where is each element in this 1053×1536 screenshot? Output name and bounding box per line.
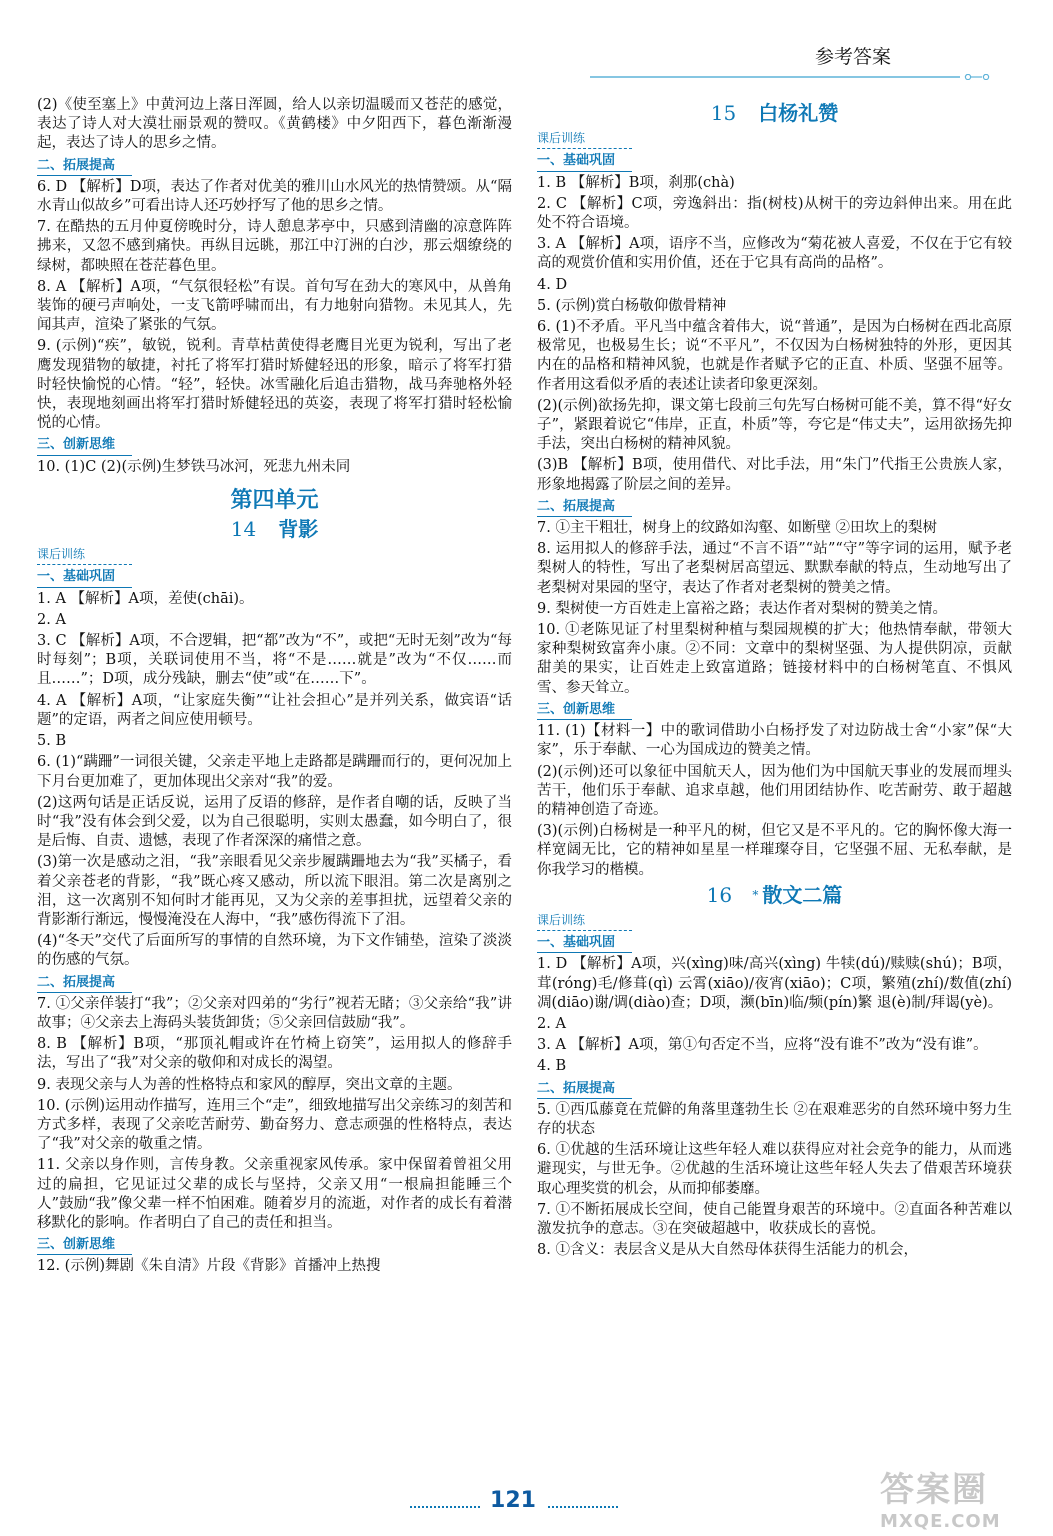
watermark-logo bbox=[880, 1462, 1040, 1532]
lesson-name: 白杨礼赞 bbox=[758, 101, 839, 125]
section-label: 一、基础巩固 bbox=[37, 567, 132, 587]
section-label: 一、基础巩固 bbox=[537, 933, 632, 953]
answer-item: 2. A bbox=[537, 1015, 566, 1032]
training-label: 课后训练 bbox=[37, 545, 132, 565]
lesson-number: 16 bbox=[706, 882, 733, 907]
answer-item: (2)(示例)欲扬先抑，课文第七段前三句先写白杨树可能不美，算不得“好女子”，紧跟着说它“伟岸，正直，朴质”等，夸它是“伟丈夫”，运用欲扬先抑手法，突出白杨树的精神风貌。 bbox=[537, 397, 1012, 453]
answer-item: 9. 表现父亲与人为善的性格特点和家风的醇厚，突出文章的主题。 bbox=[37, 1076, 462, 1093]
watermark-title: 答案圈 bbox=[880, 1470, 988, 1510]
answer-item: 4. D bbox=[537, 276, 568, 293]
lesson-number: 14 bbox=[230, 517, 257, 542]
answer-item: (3)B 【解析】B项，使用借代、对比手法，用“朱门”代指王公贵族人家，形象地揭露了阶层之间的差异。 bbox=[537, 457, 1012, 493]
unit-title: 第四单元 bbox=[230, 487, 319, 513]
answer-item: 7. 在酷热的五月仲夏傍晚时分，诗人憩息茅亭中，只感到清幽的凉意阵阵拂来，又忽不感到痛快。再纵目远眺，那江中汀洲的白沙，那云烟缭绕的绿树，都映照在苍茫暮色里。 bbox=[37, 219, 512, 274]
footer-dots-left bbox=[410, 1506, 480, 1510]
answer-item: 9. 梨树使一方百姓走上富裕之路；表达作者对梨树的赞美之情。 bbox=[537, 600, 947, 617]
answer-item: (2)(示例)还可以象征中国航天人，因为他们为中国航天事业的发展而埋头苦干，他们乐于奉献、追求卓越，他们用团结协作、吃苦耐劳、敢于超越的精神创造了奇迹。 bbox=[537, 763, 1012, 818]
lesson-star: * bbox=[752, 887, 759, 902]
answer-item: 8. 运用拟人的修辞手法，通过“不言不语”“站”“守”等字词的运用，赋予老梨树人的特性，写出了老梨树居高望远、默默奉献的特点，生动地写出了老梨树对果园的坚守，表达了作者对老梨树的赞美之情。 bbox=[537, 541, 1012, 596]
answer-item: 7. ①不断拓展成长空间，使自己能置身艰苦的环境中。②直面各种苦难以激发抗争的意志。③在突破超越中，收获成长的喜悦。 bbox=[537, 1201, 1012, 1237]
section-label: 三、创新思维 bbox=[37, 435, 132, 455]
answer-item: 3. A 【解析】A项，第①句否定不当，应将“没有谁不”改为“没有谁”。 bbox=[537, 1037, 988, 1054]
footer-dots-right bbox=[548, 1506, 618, 1510]
section-label: 三、创新思维 bbox=[37, 1235, 132, 1255]
answer-item: 8. B 【解析】B项，“那顶礼帽或许在竹椅上窃笑”，运用拟人的修辞手法，写出了“我”对父亲的敬仰和对成长的渴望。 bbox=[37, 1036, 512, 1072]
answer-item: 11. 父亲以身作则，言传身教。父亲重视家风传承。家中保留着曾祖父用过的扁担，它见证过父辈的成长与坚持，父亲又用“一根扁担能睡三个人”鼓励“我”像父辈一样不怕困难。随着岁月的流逝，对作者的成长有着潜移默化的影响。作者明白了自己的责任和担当。 bbox=[37, 1157, 512, 1231]
answer-item: 3. C 【解析】A项，不合逻辑，把“都”改为“不”，或把“无时无刻”改为“每时每刻”；B项，关联词使用不当，将“不是……就是”改为“不仅……而且……”；D项，成分残缺，删去“使”或“在……下”。 bbox=[37, 633, 512, 688]
answer-item: 8. ①含义：表层含义是从大自然母体获得生活能力的机会， bbox=[537, 1242, 918, 1259]
section-label: 二、拓展提高 bbox=[537, 1079, 632, 1099]
answer-item: 7. ①父亲佯装打“我”；②父亲对四弟的“劣行”视若无睹；③父亲给“我”讲故事；④父亲去上海码头装货卸货；⑤父亲回信鼓励“我”。 bbox=[37, 995, 512, 1031]
lesson-name: 背影 bbox=[278, 517, 319, 542]
answer-item: 3. A 【解析】A项，语序不当，应修改为“菊花被人喜爱，不仅在于它有较高的观赏价值和实用价值，还在于它具有高尚的品格”。 bbox=[537, 236, 1012, 272]
answer-item: 4. B bbox=[537, 1058, 567, 1075]
section-label: 三、创新思维 bbox=[537, 700, 632, 720]
answer-item: 6. ①优越的生活环境让这些年轻人难以获得应对社会竞争的能力，从而逃避现实，与世无争。②优越的生活环境让这些年轻人失去了借艰苦环境获取心理奖赏的机会，从而抑郁萎靡。 bbox=[537, 1142, 1012, 1197]
answer-item: 4. A 【解析】A项，“让家庭失衡”“让社会担心”是并列关系，做宾语“话题”的定语，两者之间应使用顿号。 bbox=[37, 692, 512, 728]
answer-item: 6. (1)不矛盾。平凡当中蕴含着伟大，说“普通”，是因为白杨树在西北高原极常见，也极易生长；说“不平凡”，不仅因为白杨树独特的外形，更因其内在的品格和精神风貌，也就是作者赋予它的正直、朴质、坚强不屈等。作者用这看似矛盾的表述让读者印象更深刻。 bbox=[537, 319, 1012, 393]
answer-item: 2. A bbox=[37, 611, 66, 628]
answer-item: 2. C 【解析】C项，旁逸斜出：指(树枝)从树干的旁边斜伸出来。用在此处不符合语境。 bbox=[537, 195, 1012, 232]
answer-item: 6. D 【解析】D项，表达了作者对优美的雅川山水风光的热情赞颂。从“隔水青山似故乡”可看出诗人还巧妙抒写了他的思乡之情。 bbox=[37, 178, 512, 215]
answer-item: 5. (示例)赏白杨敬仰傲骨精神 bbox=[537, 297, 727, 314]
answer-item: 9. (示例)“疾”，敏锐，锐利。青草枯黄使得老鹰目光更为锐利，写出了老鹰发现猎物的敏捷，衬托了将军打猎时矫健轻迅的形象，暗示了将军打猎时轻快愉悦的心情。“轻”，轻快。冰雪融化后追击猎物，战马奔驰格外轻快，表现地刻画出将军打猎时矫健轻迅的英姿，表现了将军打猎时轻松愉悦的心情。 bbox=[37, 338, 512, 432]
section-label: 二、拓展提高 bbox=[537, 497, 632, 517]
answer-item: (4)“冬天”交代了后面所写的事情的自然环境，为下文作铺垫，渲染了淡淡的伤感的气氛。 bbox=[37, 933, 512, 969]
answer-item: 5. ①西瓜藤竟在荒僻的角落里蓬勃生长 ②在艰难恶劣的自然环境中努力生存的状态 bbox=[537, 1101, 1012, 1137]
answer-item: 7. ①主干粗壮，树身上的纹路如沟壑、如断壁 ②田坎上的梨树 bbox=[537, 520, 938, 537]
answer-item: 10. (1)C (2)(示例)生梦铁马冰河，死悲九州未同 bbox=[37, 458, 351, 475]
answer-item: (3)第一次是感动之泪，“我”亲眼看见父亲步履蹒跚地去为“我”买橘子，看着父亲苍老的背影，“我”既心疼又感动，所以流下眼泪。第二次是离别之泪，这一次离别不知何时才能再见，又为父亲的差事担扰，远望着父亲的背影渐行渐远，慢慢淹没在人海中，“我”感伤得流下了泪。 bbox=[37, 854, 512, 928]
answer-item: (2)这两句话是正话反说，运用了反语的修辞，是作者自嘲的话，反映了当时“我”没有体会到父爱，以为自己很聪明，实则太愚蠢，如今明白了，很是后悔、自责、遗憾，表现了作者深深的痛惜之意。 bbox=[37, 794, 512, 850]
section-label: 二、拓展提高 bbox=[37, 973, 132, 993]
lesson-title bbox=[537, 882, 1012, 907]
answer-item: 1. D 【解析】A项，兴(xìng)味/高兴(xìng) 牛犊(dú)/赎赎(shú)；B项，茸(róng)毛/修葺(qì) 云霄(xiāo)/夜宵(xiāo)；C项，繁殖(zhí)/数值(zhí) 凋(diāo)谢/调(diào)查；D项，濒(bīn)临/频(pín)繁 退(è)制/拜谒(yè)。 bbox=[537, 956, 1012, 1011]
header-label: 参考答案 bbox=[815, 46, 892, 68]
answer-item: 10. ①老陈见证了村里梨树种植与梨园规模的扩大；他热情奉献，带领大家种梨树致富奔小康。②不同：文章中的梨树坚强、为人提供阴凉，贡献甜美的果实，让百姓走上致富道路；链接材料中的白杨树笔直、不惧风雪、参天耸立。 bbox=[537, 622, 1012, 696]
page-number: 121 bbox=[490, 1488, 536, 1513]
lesson-title bbox=[37, 517, 512, 542]
answer-item: (3)(示例)白杨树是一种平凡的树，但它又是不平凡的。它的胸怀像大海一样宽阔无比，它的精神如星星一样璀璨夺目，它坚强不屈、无私奉献，是你我学习的楷模。 bbox=[537, 823, 1012, 878]
right-column bbox=[537, 96, 1012, 1262]
watermark-url: MXQE.COM bbox=[880, 1511, 1001, 1532]
section-label: 二、拓展提高 bbox=[37, 156, 132, 176]
answer-item: 1. A 【解析】A项，差使(chāi)。 bbox=[37, 590, 254, 607]
section-label: 一、基础巩固 bbox=[537, 151, 632, 171]
training-label: 课后训练 bbox=[537, 129, 632, 149]
answer-item: 1. B 【解析】B项，刹那(chà) bbox=[537, 174, 735, 191]
answer-item: 10. (示例)运用动作描写，连用三个“走”，细致地描写出父亲练习的刻苦和方式多样，表现了父亲吃苦耐劳、勤奋努力、意志顽强的性格特点，表达了“我”对父亲的敬重之情。 bbox=[37, 1097, 512, 1153]
lesson-name: 散文二篇 bbox=[762, 882, 843, 907]
answer-item: 5. B bbox=[37, 733, 67, 750]
left-column bbox=[37, 96, 512, 1279]
lesson-title bbox=[537, 101, 1012, 125]
answer-item: 6. (1)“蹒跚”一词很关键，父亲走平地上走路都是蹒跚而行的，更何况加上下月台更加难了，更加体现出父亲对“我”的爱。 bbox=[37, 754, 512, 790]
training-label: 课后训练 bbox=[537, 911, 632, 931]
answer-item: 12. (示例)舞剧《朱自清》片段《背影》首播冲上热搜 bbox=[37, 1258, 381, 1275]
paragraph: (2)《使至塞上》中黄河边上落日浑圆，给人以亲切温暖而又苍茫的感觉，表达了诗人对大漠壮丽景观的赞叹。《黄鹤楼》中夕阳西下，暮色渐渐漫起，表达了诗人的思乡之情。 bbox=[37, 97, 512, 152]
header-rule bbox=[590, 74, 990, 80]
answer-item: 11. (1)【材料一】中的歌词借助小白杨抒发了对边防战士舍“小家”保“大家”，乐于奉献、一心为国成边的赞美之情。 bbox=[537, 723, 1012, 759]
answer-item: 8. A 【解析】A项，“气氛很轻松”有误。首句写在劲大的寒风中，从兽角装饰的硬弓声响处，一支飞箭呼啸而出，有力地射向猎物。未见其人，先闻其声，渲染了紧张的气氛。 bbox=[37, 278, 512, 334]
lesson-number: 15 bbox=[710, 101, 737, 125]
